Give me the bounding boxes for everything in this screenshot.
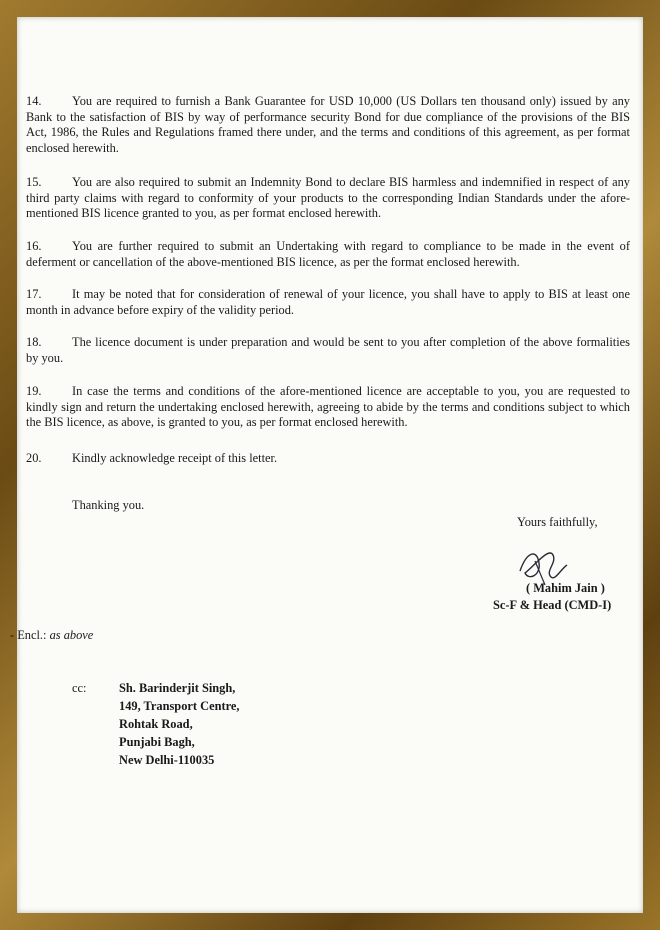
enclosure-label: - Encl.: <box>10 628 47 642</box>
cc-address-line: Sh. Barinderjit Singh, <box>119 681 236 695</box>
paragraph-19 <box>26 384 630 431</box>
paragraph-number: 14. <box>26 94 42 108</box>
cc-label: cc: <box>72 681 87 695</box>
paragraph-text: You are further required to submit an Undertaking with regard to compliance to be made in the event of deferment or cancellation of the above-mentioned BIS licence, as per the format enclosed herewith. <box>26 239 630 269</box>
paragraph-number: 17. <box>26 287 42 301</box>
enclosure-value: as above <box>49 628 94 642</box>
paragraph-number: 15. <box>26 175 42 189</box>
cc-address-line: Rohtak Road, <box>119 717 193 731</box>
paragraph-16 <box>26 239 630 270</box>
paragraph-text: You are required to furnish a Bank Guarantee for USD 10,000 (US Dollars ten thousand only) issued by any Bank to the satisfaction of BIS by way of performance security Bond for due compliance of the provisions of the BIS Act, 1986, the Rules and Regulations framed there under, and the terms and conditions of this agreement, as per format enclosed herewith. <box>26 94 630 155</box>
paragraph-text: You are also required to submit an Indemnity Bond to declare BIS harmless and indemnified in respect of any third party claims with regard to conformity of your products to the corresponding Indian Standards under the afore-mentioned BIS licence granted to you, as per format enclosed herewith. <box>26 175 630 220</box>
paragraph-number: 16. <box>26 239 42 253</box>
signatory-title: Sc-F & Head (CMD-I) <box>493 598 612 612</box>
enclosure-line <box>10 628 93 643</box>
closing-line: Yours faithfully, <box>517 515 598 529</box>
paragraph-text: The licence document is under preparation and would be sent to you after completion of the above formalities by you. <box>26 335 630 365</box>
paragraph-number: 19. <box>26 384 42 398</box>
paragraph-18 <box>26 335 630 366</box>
paragraph-20 <box>26 451 630 467</box>
cc-address-line: New Delhi-110035 <box>119 753 215 767</box>
paragraph-number: 18. <box>26 335 42 349</box>
paragraph-text: In case the terms and conditions of the afore-mentioned licence are acceptable to you, you are requested to kindly sign and return the undertaking enclosed herewith, agreeing to abide by the terms and conditions subject to which the BIS licence, as above, is granted to you, as per format enclosed herewith. <box>26 384 630 429</box>
paragraph-text: It may be noted that for consideration of renewal of your licence, you shall have to apply to BIS at least one month in advance before expiry of the validity period. <box>26 287 630 317</box>
letter-page <box>10 17 643 913</box>
paragraph-number: 20. <box>26 451 42 465</box>
cc-address-line: 149, Transport Centre, <box>119 699 240 713</box>
paragraph-text: Kindly acknowledge receipt of this letter. <box>72 451 278 465</box>
paragraph-15 <box>26 175 630 222</box>
thanking-line: Thanking you. <box>72 498 145 512</box>
signatory-name: ( Mahim Jain ) <box>526 581 605 595</box>
paragraph-17 <box>26 287 630 318</box>
paragraph-14 <box>26 94 630 156</box>
cc-address-line: Punjabi Bagh, <box>119 735 195 749</box>
